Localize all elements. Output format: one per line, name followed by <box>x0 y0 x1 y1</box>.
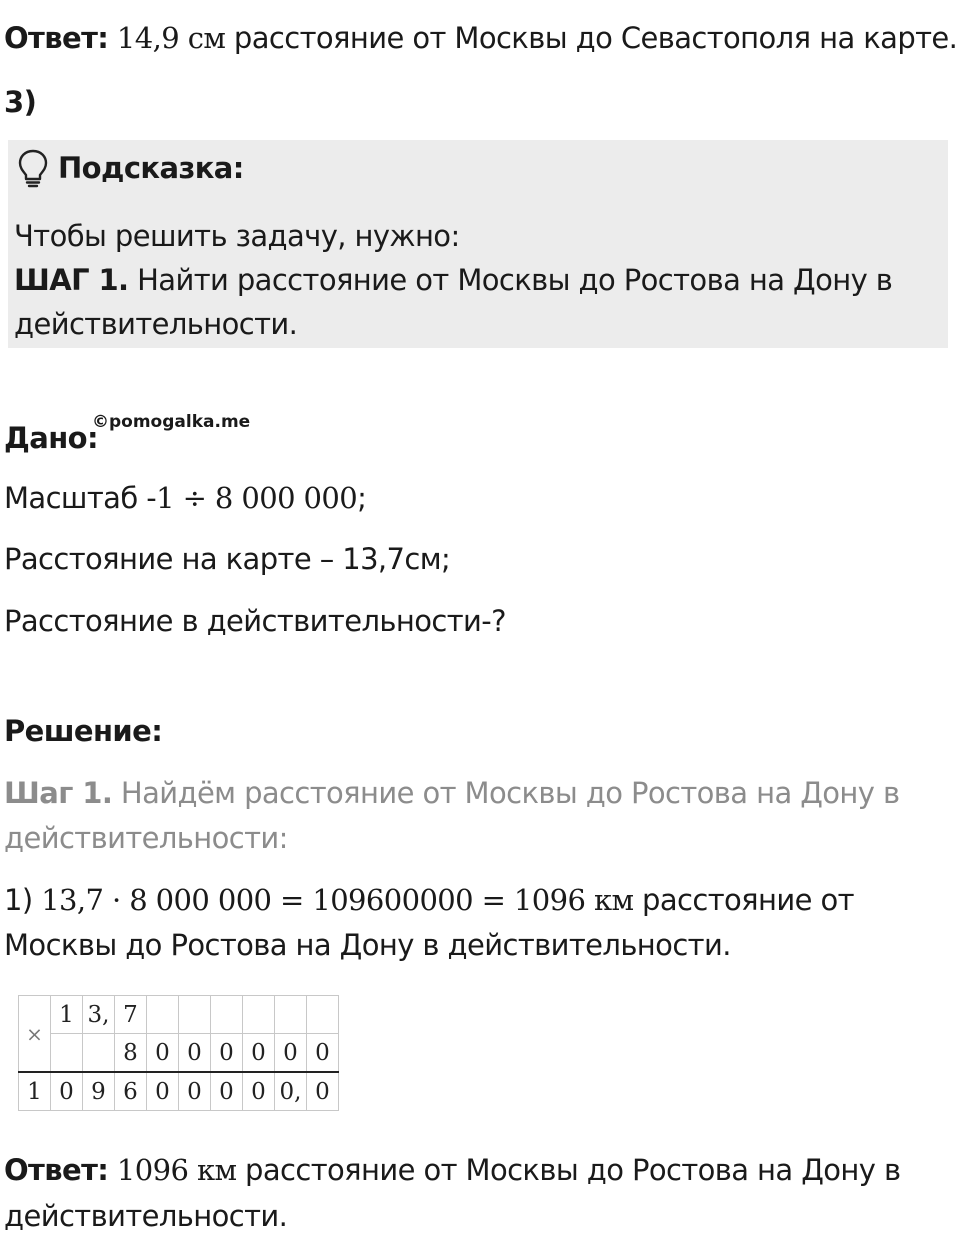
given-real-distance: Расстояние в действительности-? <box>4 604 506 638</box>
hint-title: Подсказка: <box>58 151 244 185</box>
digit-cell: 0 <box>243 1034 275 1073</box>
section-number: 3) <box>4 85 37 119</box>
digit-cell: 6 <box>115 1072 147 1111</box>
answer-text: расстояние от Москвы до Севастополя на карте. <box>225 21 958 55</box>
column-multiplication <box>18 995 339 1111</box>
answer-line <box>4 18 957 58</box>
hint-step-text: Найти расстояние от Москвы до Ростова на Дону в <box>128 263 893 297</box>
digit-cell: 0, <box>275 1072 307 1111</box>
answer-label: Ответ: <box>4 21 109 55</box>
digit-cell: 0 <box>243 1072 275 1111</box>
solution-step-text-cont: действительности: <box>4 821 288 855</box>
solution-calc-math: 13,7 · 8 000 000 = 109600000 = 1096 км <box>41 883 634 917</box>
digit-cell: 0 <box>147 1072 179 1111</box>
digit-cell: 0 <box>179 1034 211 1073</box>
final-answer-line <box>4 1150 900 1190</box>
digit-cell: 7 <box>115 996 147 1034</box>
final-answer-value: 1096 км <box>116 1153 237 1187</box>
digit-cell <box>307 996 339 1034</box>
solution-calc-text-cont: Москвы до Ростова на Дону в действительности. <box>4 928 731 962</box>
digit-cell: 0 <box>51 1072 83 1111</box>
hint-box <box>8 140 948 348</box>
digit-cell: 8 <box>115 1034 147 1073</box>
digit-cell: 1 <box>51 996 83 1034</box>
digit-cell <box>51 1034 83 1073</box>
digit-cell: 0 <box>211 1072 243 1111</box>
digit-cell: 0 <box>307 1034 339 1073</box>
watermark: ©pomogalka.me <box>92 412 251 432</box>
hint-step-text-cont: действительности. <box>14 307 298 341</box>
solution-step-label: Шаг 1. <box>4 776 113 810</box>
solution-calc-prefix: 1) <box>4 883 42 917</box>
answer-value: 14,9 см <box>116 21 226 55</box>
result-row <box>19 1072 339 1111</box>
solution-calc-text: расстояние от <box>633 883 854 917</box>
solution-step-text: Найдём расстояние от Москвы до Ростова на Дону в <box>112 776 900 810</box>
given-scale <box>4 478 366 518</box>
given-scale-suffix: ; <box>357 481 367 515</box>
hint-step-label: ШАГ 1. <box>14 263 129 297</box>
digit-cell: 0 <box>147 1034 179 1073</box>
final-answer-label: Ответ: <box>4 1153 109 1187</box>
digit-cell <box>243 996 275 1034</box>
solution-label: Решение: <box>4 714 163 748</box>
multiplier-row <box>19 1034 339 1073</box>
digit-cell <box>275 996 307 1034</box>
hint-intro: Чтобы решить задачу, нужно: <box>14 219 460 253</box>
given-scale-math: 1 ÷ 8 000 000 <box>156 481 358 515</box>
digit-cell: 0 <box>211 1034 243 1073</box>
digit-cell <box>83 1034 115 1073</box>
solution-step-line <box>4 773 899 813</box>
multiply-sign: × <box>19 996 51 1073</box>
digit-cell: 1 <box>19 1072 51 1111</box>
digit-cell: 9 <box>83 1072 115 1111</box>
given-label: Дано: <box>4 421 98 455</box>
final-answer-text-cont: действительности. <box>4 1199 288 1233</box>
digit-cell <box>211 996 243 1034</box>
digit-cell <box>179 996 211 1034</box>
given-scale-prefix: Масштаб - <box>4 481 157 515</box>
digit-cell <box>147 996 179 1034</box>
final-answer-text: расстояние от Москвы до Ростова на Дону в <box>236 1153 901 1187</box>
digit-cell: 0 <box>275 1034 307 1073</box>
hint-step-line <box>14 260 892 300</box>
solution-calc-line <box>4 880 854 920</box>
digit-cell: 0 <box>179 1072 211 1111</box>
digit-cell: 0 <box>307 1072 339 1111</box>
given-map-distance: Расстояние на карте – 13,7см; <box>4 542 451 576</box>
lightbulb-icon <box>16 148 50 188</box>
digit-cell: 3, <box>83 996 115 1034</box>
multiplicand-row <box>19 996 339 1034</box>
